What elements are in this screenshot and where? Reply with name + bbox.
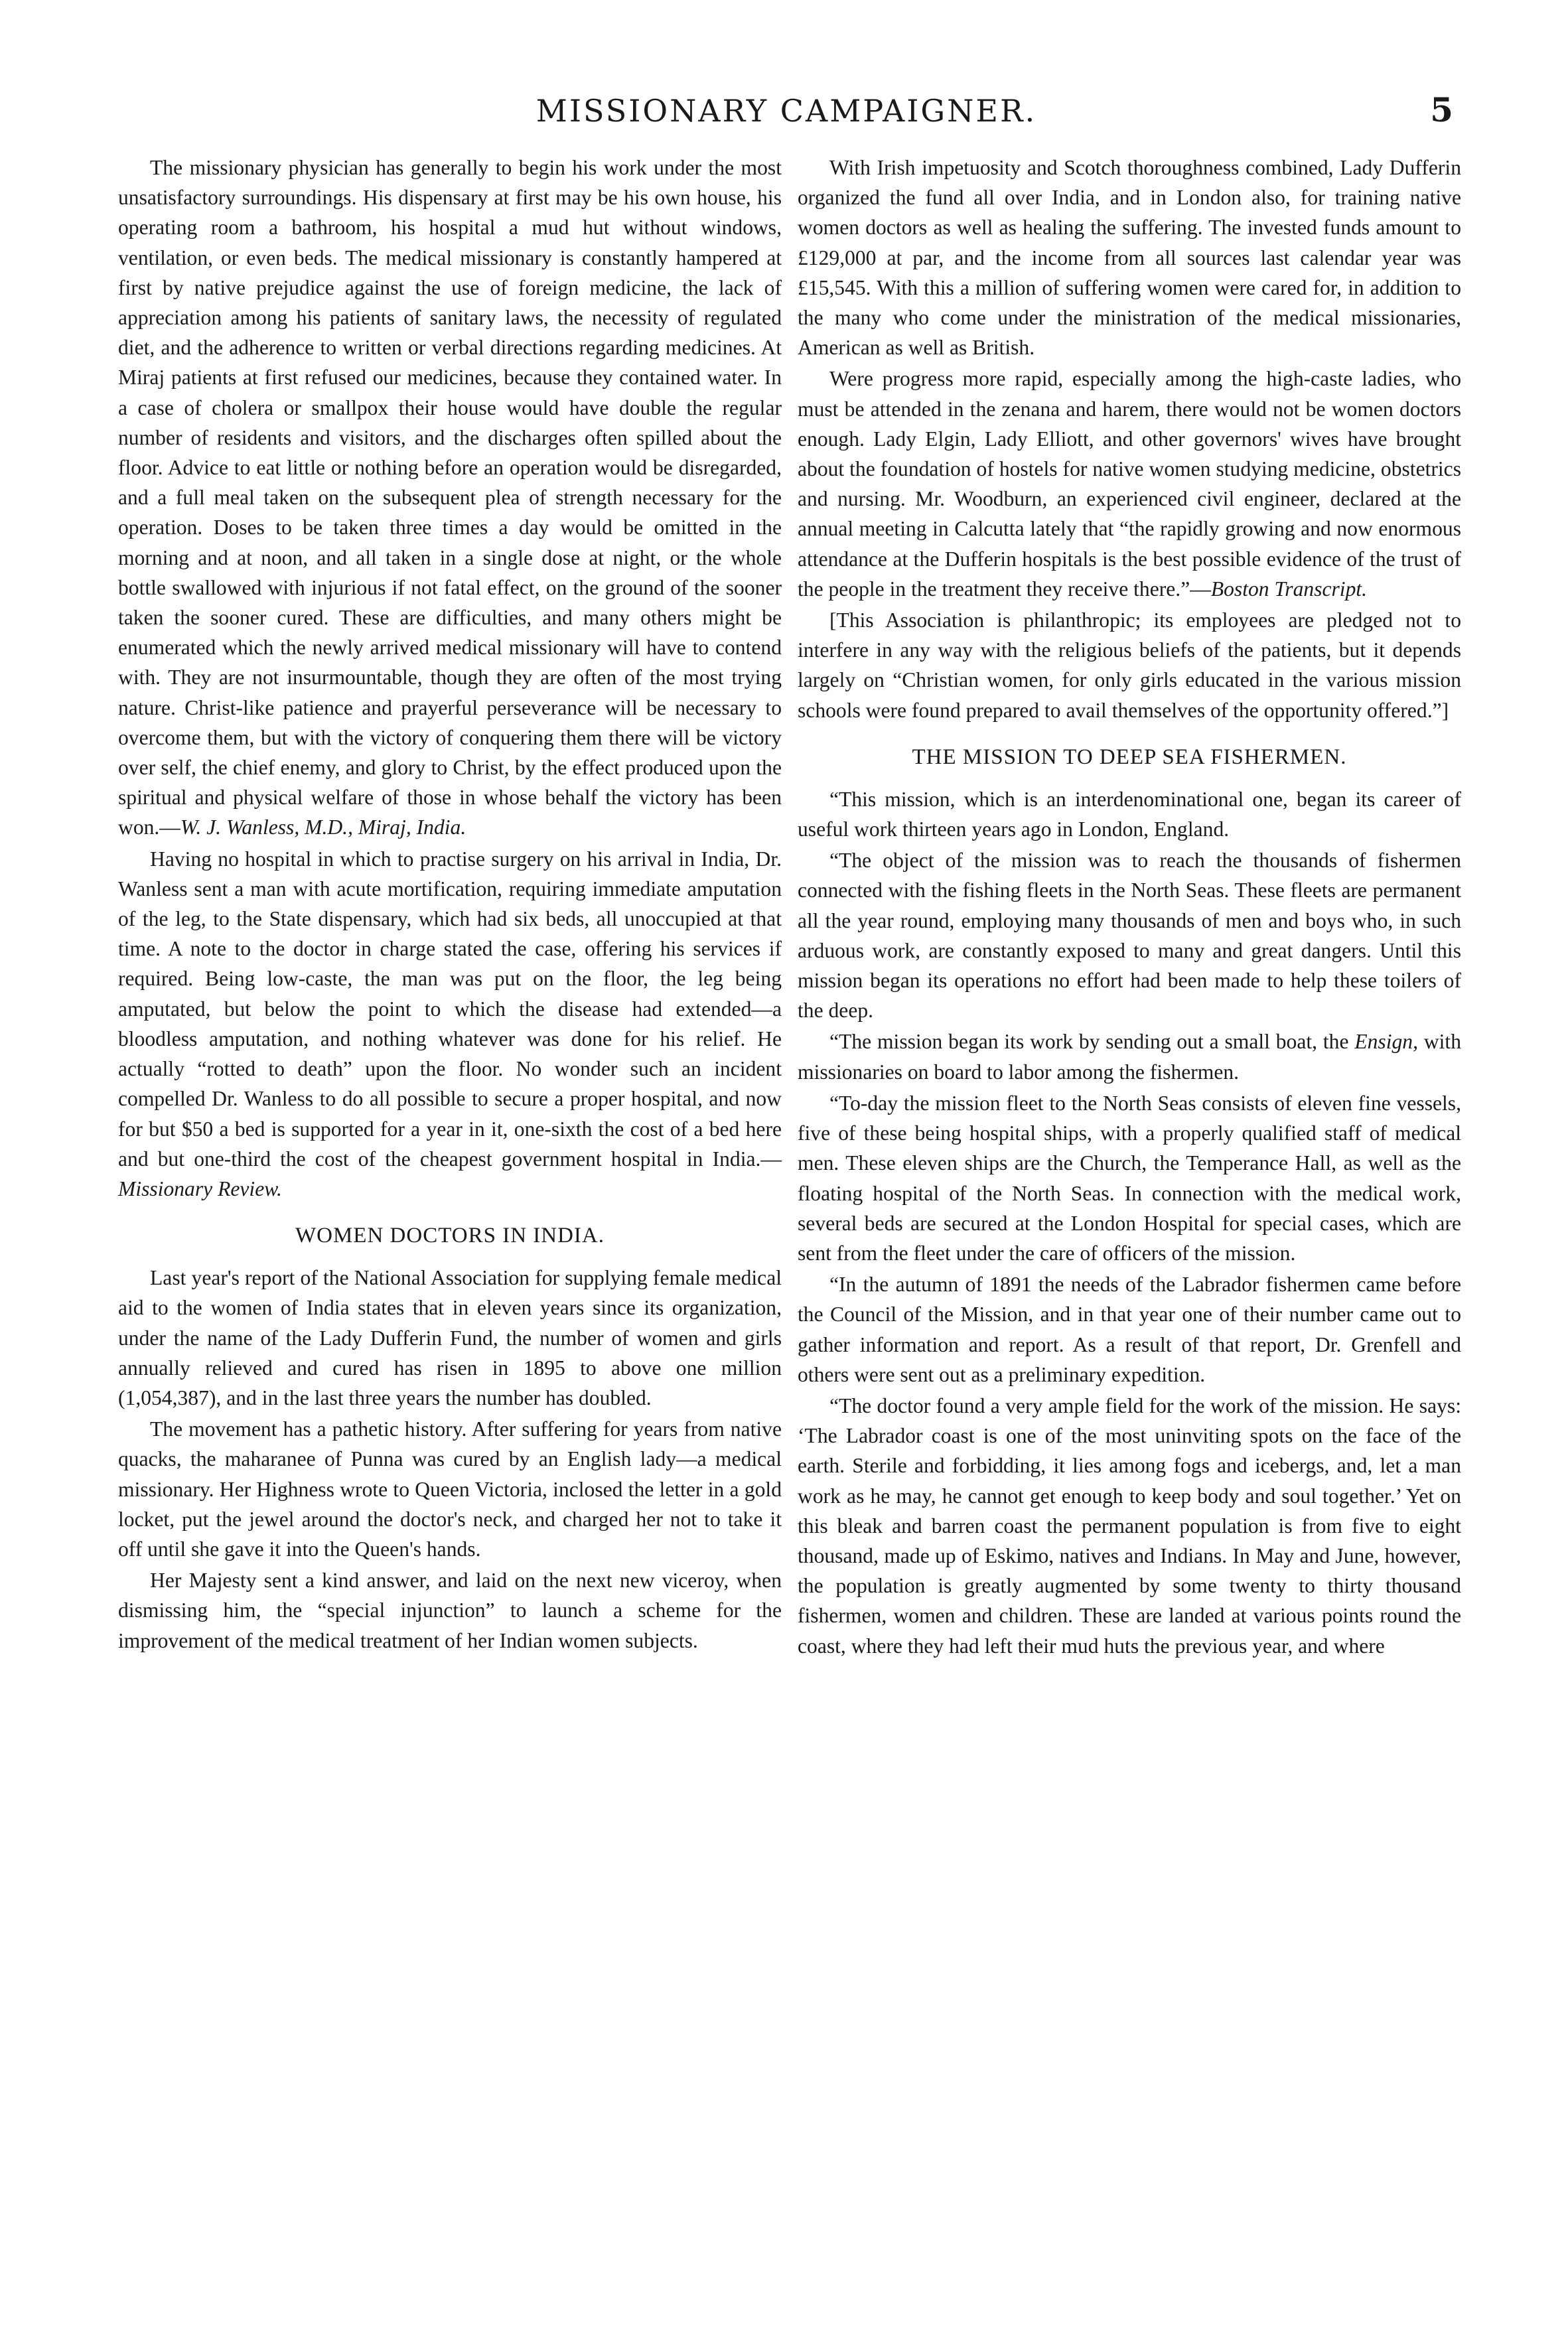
paragraph-text: The missionary physician has generally to begin his work under the most unsatisfactory surroundings. His dispensary at first may be his own house, his operating room a bathroom, his hospital a mud hut without windows, ventilation, or even beds. The medical missionary is constantly hampered at first by native prejudice against the use of foreign medicine, the lack of appreciation among his patients of sanitary laws, the necessity of regulated diet, and the adherence to written or verbal directions regarding medicines. At Miraj patients at first refused our medicines, because they contained water. In a case of cholera or smallpox their house would have double the regular number of residents and visitors, and the discharges often spilled about the floor. Advice to eat little or nothing before an operation would be disregarded, and a full meal taken on the subsequent plea of strength necessary for the operation. Doses to be taken three times a day would be omitted in the morning and at noon, and all taken in a single dose at night, or the whole bottle swallowed with injurious if not fatal effect, on the ground of the sooner taken the sooner cured. These are difficulties, and many others might be enumerated which the newly arrived medical missionary will have to contend with. They are not insurmountable, though they are often of the most trying nature. Christ-like patience and prayerful perseverance will be necessary to overcome them, but with the victory of conquering them there will be victory over self, the chief enemy, and glory to Christ, by the effect produced upon the spiritual and physical welfare of those in whose behalf the victory has been won.— — [118, 156, 782, 839]
article-paragraph: The movement has a pathetic history. After suffering for years from native quacks, the maharanee of Punna was cured by an English lady—a medical missionary. Her Highness wrote to Queen Victoria, inclosed the letter in a gold locket, put the jewel around the doctor's neck, and charged her not to take it off until she gave it into the Queen's hands. — [118, 1417, 782, 1561]
article-paragraph — [798, 1027, 1461, 1086]
article-paragraph: “This mission, which is an interdenominational one, began its career of useful work thirteen years ago in London, England. — [798, 787, 1461, 841]
page-number: 5 — [1430, 90, 1453, 129]
section-heading: WOMEN DOCTORS IN INDIA. — [295, 1224, 605, 1248]
paragraph-text: with missionaries on board to labor among the fishermen. — [798, 1030, 1461, 1084]
article-paragraph: [This Association is philanthropic; its employees are pledged not to interfere in any way with the religious beliefs of the patients, but it depends largely on “Christian women, for only girls educated in the various mission schools were found prepared to avail themselves of the opportunity offered.”] — [798, 608, 1461, 722]
article-paragraph: Last year's report of the National Association for supplying female medical aid to the women of India states that in eleven years since its organization, under the name of the Lady Dufferin Fund, the number of women and girls annually relieved and cured has risen in 1895 to above one million (1,054,387), and in the last three years the number has doubled. — [118, 1266, 782, 1409]
paragraph-text: Having no hospital in which to practise surgery on his arrival in India, Dr. Wanless sent a man with acute mortification, requiring immediate amputation of the leg, to the State dispensary, which had six beds, all unoccupied at that time. A note to the doctor in charge stated the case, offering his services if required. Being low-caste, the man was put on the floor, the leg being amputated, but below the point to which the disease had extended—a bloodless amputation, and nothing whatever was done for his relief. He actually “rotted to death” upon the floor. No wonder such an incident compelled Dr. Wanless to do all possible to secure a proper hospital, and now for but $50 a bed is supported for a year in it, one-sixth the cost of a bed here and but one-third the cost of the cheapest government hospital in India.— — [118, 847, 782, 1171]
article-paragraph: Her Majesty sent a kind answer, and laid on the next new viceroy, when dismissing him, the “special injunction” to launch a scheme for the improvement of the medical treatment of her Indian women subjects. — [118, 1569, 782, 1652]
paragraph-text: “The mission began its work by sending out a small boat, the — [829, 1030, 1355, 1054]
article-paragraph — [118, 153, 782, 843]
source-attribution: Missionary Review. — [118, 1176, 282, 1200]
article-paragraph: “The doctor found a very ample field for the work of the mission. He says: ‘The Labrador coast is one of the most uninviting spots on the face of the earth. Sterile and forbidding, it lies among fogs and icebergs, and, let a man work as he may, he cannot get enough to keep body and soul together.’ Yet on this bleak and barren coast the permanent population is from five to eight thousand, made up of Eskimo, natives and Indians. In May and June, however, the population is greatly augmented by some twenty to thirty thousand fishermen, women and children. These are landed at various points round the coast, where they had left their mud huts the previous year, and where — [798, 1393, 1461, 1658]
source-attribution: Boston Transcript. — [1210, 577, 1368, 601]
section-heading: THE MISSION TO DEEP SEA FISHERMEN. — [912, 745, 1347, 769]
right-column — [798, 153, 1461, 1661]
article-paragraph: “The object of the mission was to reach the thousands of fishermen connected with the fishing fleets in the North Seas. These fleets are permanent all the year round, employing many thousands of men and boys who, in such arduous work, are constantly exposed to many and great dangers. Until this mission began its operations no effort had been made to help these toilers of the deep. — [798, 849, 1461, 1023]
article-paragraph: “To-day the mission fleet to the North Seas consists of eleven fine vessels, five of these being hospital ships, with a properly qualified staff of medical men. These eleven ships are the Church, the Temperance Hall, as well as the floating hospital of the North Seas. In connection with the medical work, several beds are secured at the London Hospital for special cases, which are sent from the fleet under the care of officers of the mission. — [798, 1091, 1461, 1265]
article-paragraph — [118, 844, 782, 1204]
paragraph-text: Were progress more rapid, especially among the high-caste ladies, who must be attended in the zenana and harem, there would not be women doctors enough. Lady Elgin, Lady Elliott, and other governors' wives have brought about the foundation of hostels for native women studying medicine, obstetrics and nursing. Mr. Woodburn, an experienced civil engineer, declared at the annual meeting in Calcutta lately that “the rapidly growing and now enormous attendance at the Dufferin hospitals is the best possible evidence of the trust of the people in the treatment they receive there.”— — [798, 367, 1461, 601]
left-column — [118, 153, 782, 1656]
running-title: MISSIONARY CAMPAIGNER. — [535, 93, 1037, 129]
running-head — [119, 90, 1453, 139]
source-attribution: W. J. Wanless, M.D., Miraj, India. — [180, 816, 466, 839]
ship-name: Ensign, — [1354, 1030, 1418, 1054]
article-paragraph: With Irish impetuosity and Scotch thoroughness combined, Lady Dufferin organized the fund all over India, and in London also, for training native women doctors as well as healing the suffering. The invested funds amount to £129,000 at par, and the income from all sources last calendar year was £15,545. With this a million of suffering women were cared for, in addition to the many who come under the ministration of the medical missionaries, American as well as British. — [798, 156, 1461, 360]
article-paragraph: “In the autumn of 1891 the needs of the Labrador fishermen came before the Council of the Mission, and in that year one of their number came out to gather information and report. As a result of that report, Dr. Grenfell and others were sent out as a preliminary expedition. — [798, 1273, 1461, 1386]
article-paragraph — [798, 364, 1461, 604]
